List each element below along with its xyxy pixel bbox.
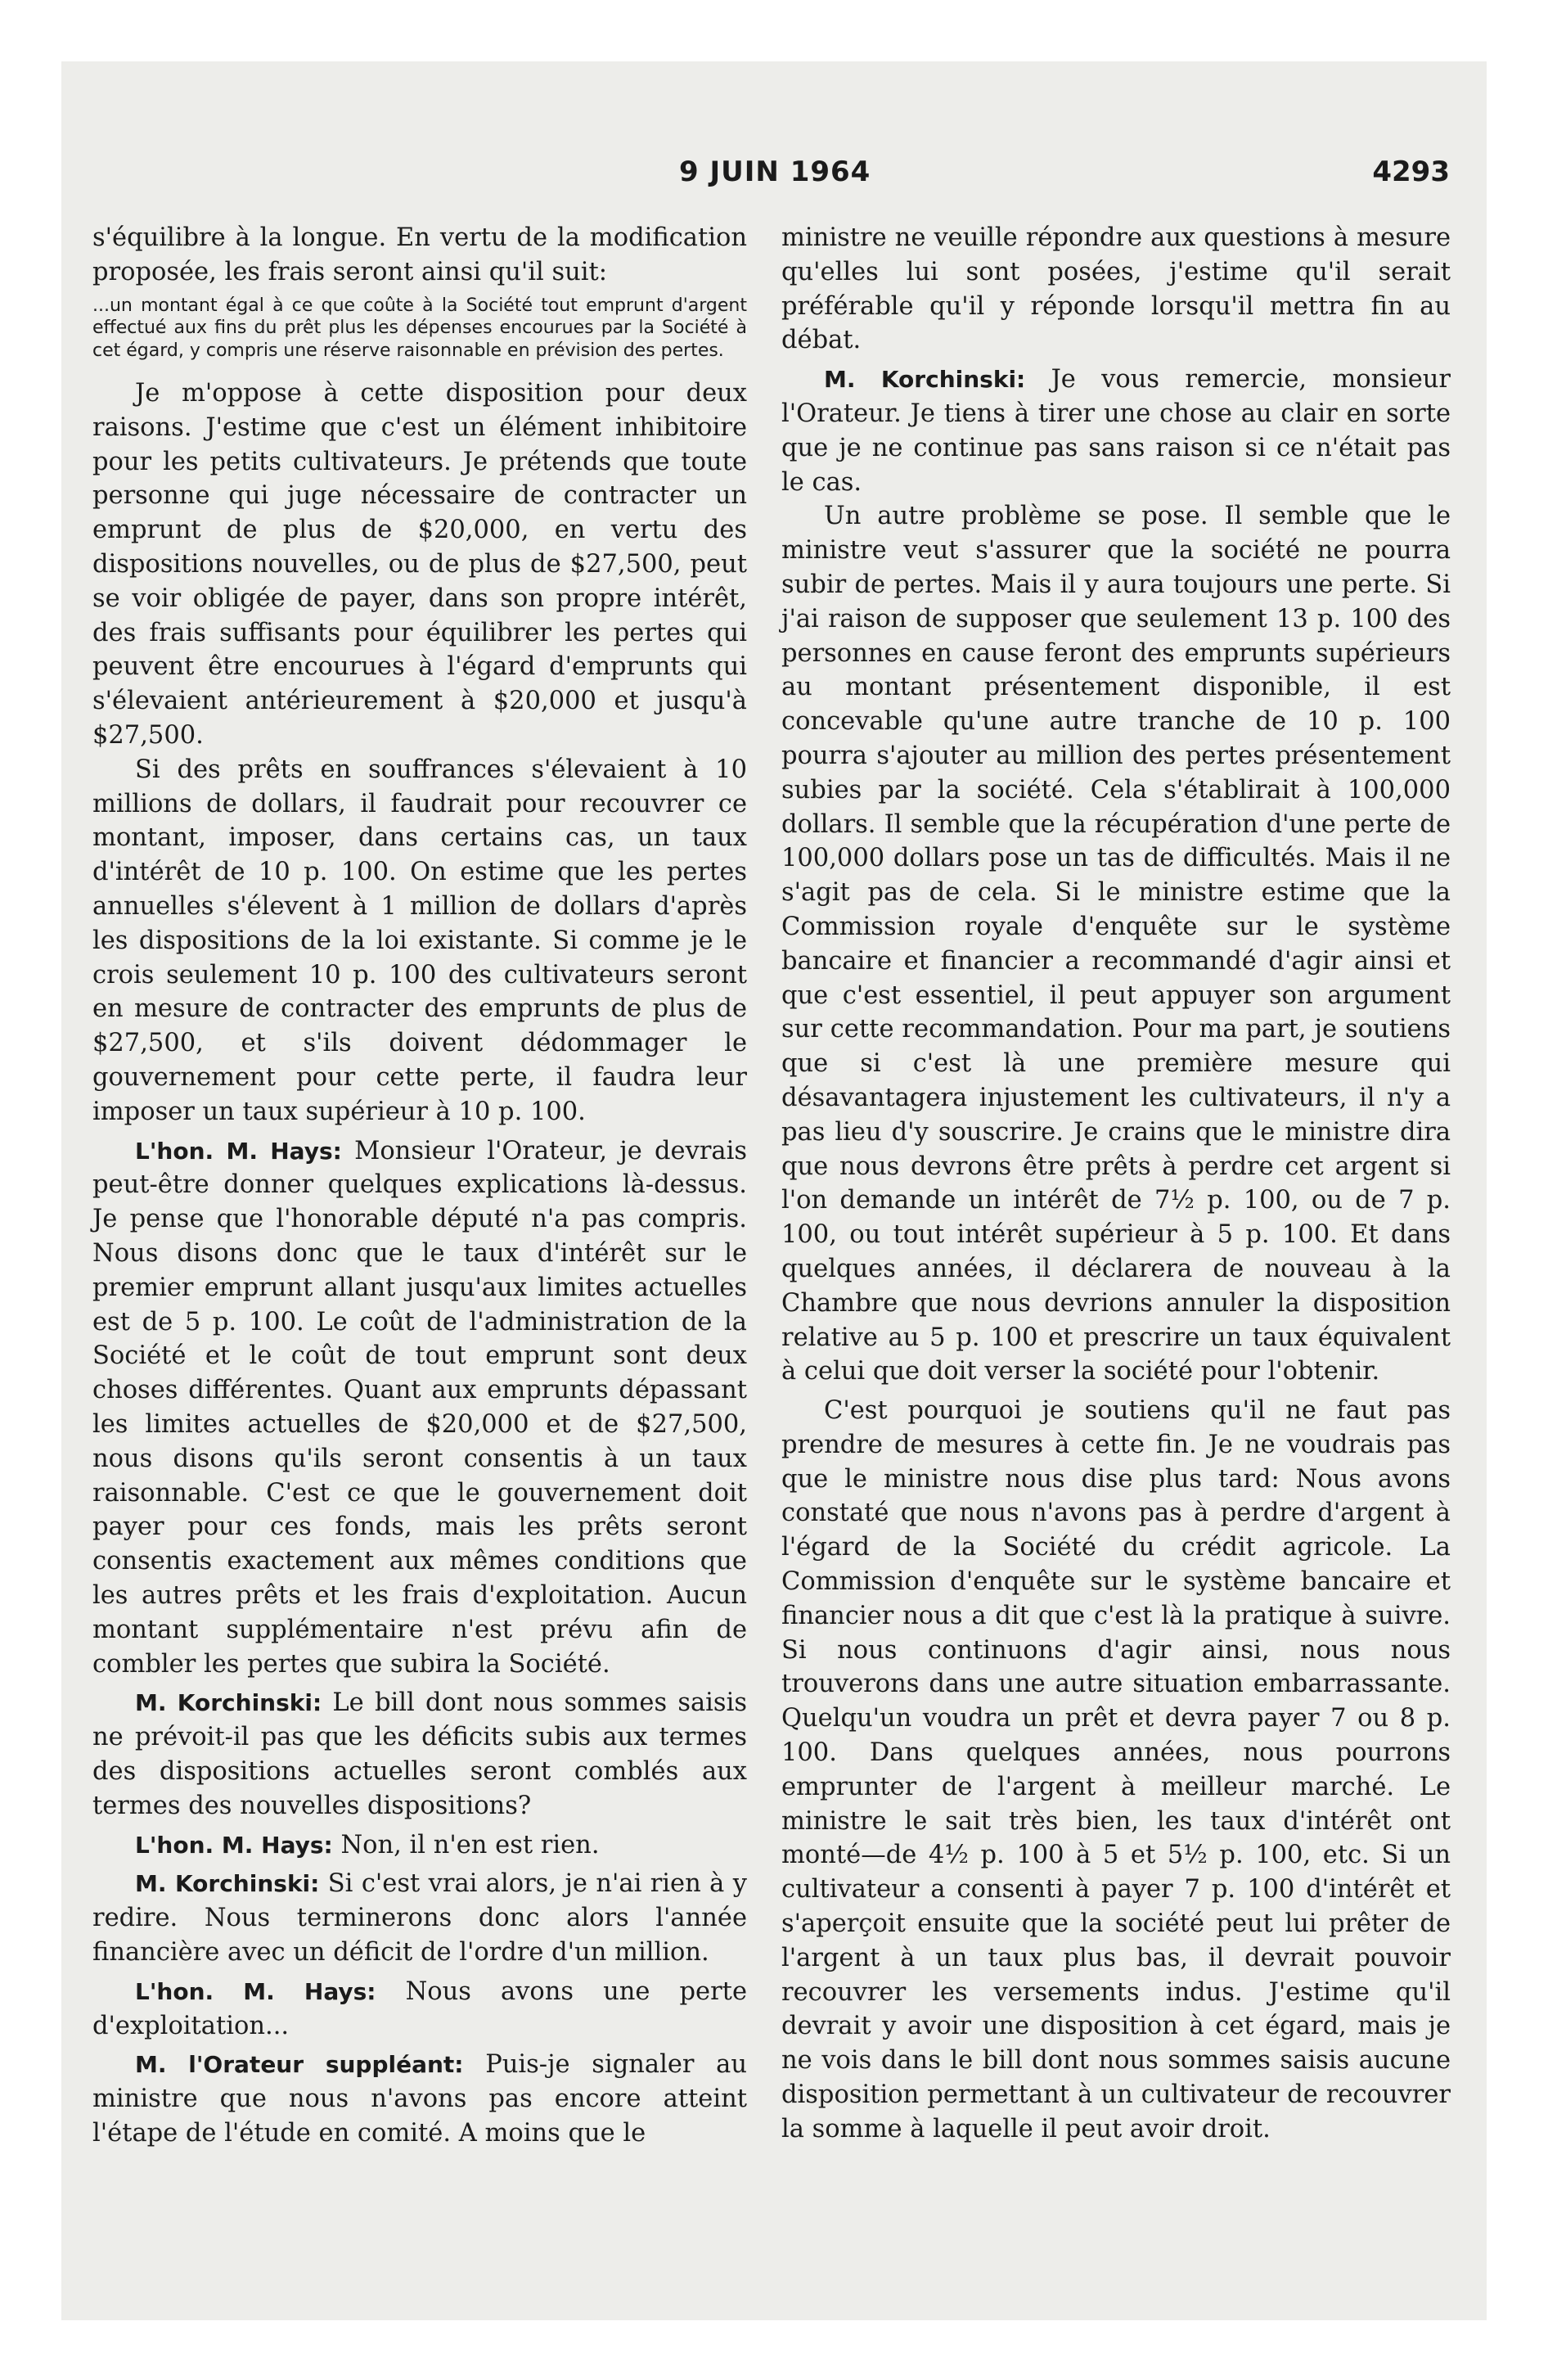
page-date: 9 JUIN 1964 [679,156,871,188]
speech-paragraph [92,1867,747,1969]
page-scan [61,61,1487,2320]
speech-paragraph [92,1975,747,2044]
speech-paragraph [92,1686,747,1823]
page-header [61,156,1487,205]
speaker-name: L'hon. M. Hays: [135,1831,333,1859]
speech-paragraph [92,2048,747,2150]
speech-text: Monsieur l'Orateur, je devrais peut-être donner quelques explications là-dessus. Je pense que l'honorable député n'a pas compris. Nous disons donc que le taux d'intérêt sur le premier emprunt allant jusqu'aux limites actuelles est de 5 p. 100. Le coût de l'administration de la Société et le coût de tout emprunt sont deux choses différentes. Quant aux emprunts dépassant les limites actuelles de $20,000 et de $27,500, nous disons qu'ils seront consentis à un taux raisonnable. C'est ce que le gouvernement doit payer pour ces fonds, mais les prêts seront consentis exactement aux mêmes conditions que les autres prêts et les frais d'exploitation. Aucun montant supplémentaire n'est prévu afin de combler les pertes que subira la Société. [92,1136,748,1679]
speech-text: Si c'est vrai alors, je n'ai rien à y redire. Nous terminerons donc alors l'année financière avec un déficit de l'ordre d'un million. [92,1869,747,1967]
paragraph: ministre ne veuille répondre aux questions à mesure qu'elles lui sont posées, j'estime qu'il serait préférable qu'il y réponde lorsqu'il mettra fin au débat. [781,223,1451,355]
page-number: 4293 [1372,156,1450,188]
paragraph: s'équilibre à la longue. En vertu de la modification proposée, les frais seront ainsi qu'il suit: [92,223,747,286]
paragraph: Si des prêts en souffrances s'élevaient à 10 millions de dollars, il faudrait pour recouvrer ce montant, imposer, dans certains cas, un taux d'intérêt de 10 p. 100. On estime que les pertes annuelles s'élevent à 1 million de dollars d'après les dispositions de la loi existante. Si comme je le crois seulement 10 p. 100 des cultivateurs seront en mesure de contracter des emprunts de plus de $27,500, et s'ils doivent dédommager le gouvernement pour cette perte, il faudra leur imposer un taux supérieur à 10 p. 100. [92,755,747,1126]
paragraph: Un autre problème se pose. Il semble que le ministre veut s'assurer que la société ne pourra subir de pertes. Mais il y aura toujours une perte. Si j'ai raison de supposer que seulement 13 p. 100 des personnes en cause feront des emprunts supérieurs au montant présentement disponible, il est concevable qu'une autre tranche de 10 p. 100 pourra s'ajouter au million des pertes présentement subies par la société. Cela s'établirait à 100,000 dollars. Il semble que la récupération d'une perte de 100,000 dollars pose un tas de difficultés. Mais il ne s'agit pas de cela. Si le ministre estime que la Commission royale d'enquête sur le système bancaire et financier a recommandé d'agir ainsi et que c'est essentiel, il peut appuyer son argument sur cette recommandation. Pour ma part, je soutiens que si c'est là une première mesure qui désavantagera injustement les cultivateurs, il n'y a pas lieu d'y souscrire. Je crains que le ministre dira que nous devrons être prêts à perdre cet argent si l'on demande un intérêt de 7½ p. 100, ou de 7 p. 100, ou tout intérêt supérieur à 5 p. 100. Et dans quelques années, il déclarera de nouveau à la Chambre que nous devrions annuler la disposition relative au 5 p. 100 et prescrire un taux équivalent à celui que doit verser la société pour l'obtenir. [781,502,1451,1386]
block-quote: ...un montant égal à ce que coûte à la Société tout emprunt d'argent effectué aux fins du prêt plus les dépenses encourues par la Société à cet égard, y compris une réserve raisonnable en prévision des pertes. [92,295,747,361]
speaker-name: M. Korchinski: [824,366,1026,394]
speech-paragraph [92,1828,747,1863]
speaker-name: M. Korchinski: [135,1870,320,1898]
left-column [92,221,747,2151]
speaker-name: L'hon. M. Hays: [135,1137,342,1165]
right-column [781,221,1451,2147]
speaker-name: M. Korchinski: [135,1689,322,1717]
speech-paragraph [92,1134,747,1682]
speech-text: Le bill dont nous sommes saisis ne prévoit-il pas que les déficits subis aux termes des dispositions actuelles seront comblés aux termes des nouvelles dispositions? [92,1688,747,1820]
speech-text: Puis-je signaler au ministre que nous n'avons pas encore atteint l'étape de l'étude en comité. A moins que le [92,2050,747,2148]
speaker-name: L'hon. M. Hays: [135,1977,376,2005]
speaker-name: M. l'Orateur suppléant: [135,2051,464,2079]
speech-text: Je vous remercie, monsieur l'Orateur. Je tiens à tirer une chose au clair en sorte que je ne continue pas sans raison si ce n'était pas le cas. [781,365,1451,497]
paragraph: C'est pourquoi je soutiens qu'il ne faut pas prendre de mesures à cette fin. Je ne voudrais pas que le ministre nous dise plus tard: Nous avons constaté que nous n'avons pas à perdre d'argent à l'égard de la Société du crédit agricole. La Commission d'enquête sur le système bancaire et financier nous a dit que c'est là la pratique à suivre. Si nous continuons d'agir ainsi, nous nous trouverons dans une autre situation embarrassante. Quelqu'un voudra un prêt et devra payer 7 ou 8 p. 100. Dans quelques années, nous pourrons emprunter de l'argent à meilleur marché. Le ministre le sait très bien, les taux d'intérêt ont monté—de 4½ p. 100 à 5 et 5½ p. 100, etc. Si un cultivateur a consenti à payer 7 p. 100 d'intérêt et s'aperçoit ensuite que la société peut lui prêter de l'argent à un taux plus bas, il devrait pouvoir recouvrer les versements indus. J'estime qu'il devrait y avoir une disposition à cet égard, mais je ne vois dans le bill dont nous sommes saisis aucune disposition permettant à un cultivateur de recouvrer la somme à laquelle il peut avoir droit. [781,1396,1451,2143]
speech-text: Non, il n'en est rien. [340,1830,600,1859]
speech-paragraph [781,363,1451,499]
speech-text: Nous avons une perte d'exploitation... [92,1977,747,2040]
paragraph: Je m'oppose à cette disposition pour deux raisons. J'estime que c'est un élément inhibitoire pour les petits cultivateurs. Je prétends que toute personne qui juge nécessaire de contracter un emprunt de plus de $20,000, en vertu des dispositions nouvelles, ou de plus de $27,500, peut se voir obligée de payer, dans son propre intérêt, des frais suffisants pour équilibrer les pertes qui peuvent être encourues à l'égard d'emprunts qui s'élevaient antérieurement à $20,000 et jusqu'à $27,500. [92,379,747,751]
